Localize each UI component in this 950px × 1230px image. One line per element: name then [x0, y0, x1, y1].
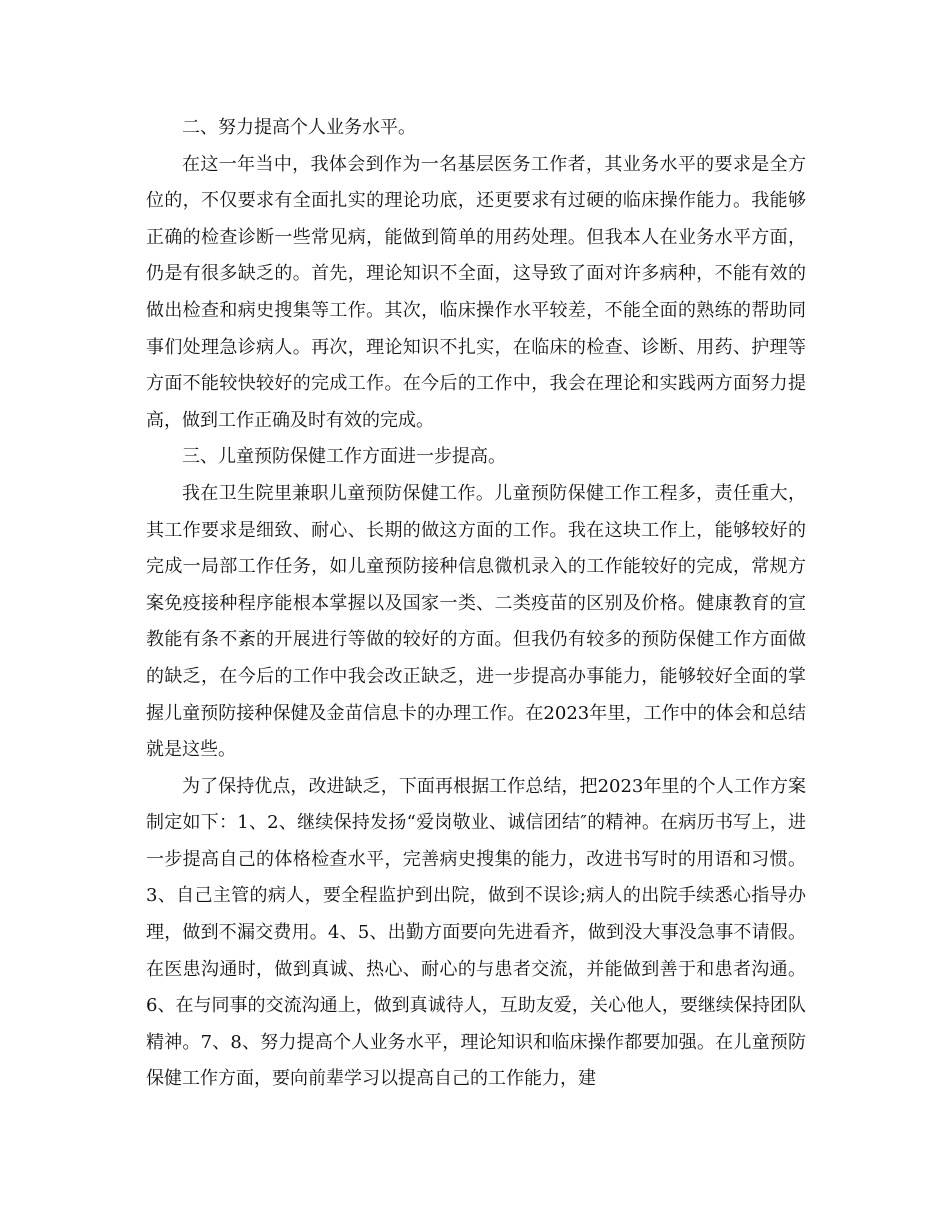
paragraph-business-level: 在这一年当中，我体会到作为一名基层医务工作者，其业务水平的要求是全方位的，不仅要求有全面扎实的理论功底，还更要求有过硬的临床操作能力。我能够正确的检查诊断一些常见病，能做到简单的用药处理。但我本人在业务水平方面，仍是有很多缺乏的。首先，理论知识不全面，这导致了面对许多病种，不能有效的做出检查和病史搜集等工作。其次，临床操作水平较差，不能全面的熟练的帮助同事们处理急诊病人。再次，理论知识不扎实，在临床的检查、诊断、用药、护理等方面不能较快较好的完成工作。在今后的工作中，我会在理论和实践两方面努力提高，做到工作正确及时有效的完成。	[146, 153, 806, 431]
document-body	[146, 110, 806, 1098]
section-heading-3: 三、儿童预防保健工作方面进一步提高。	[182, 446, 506, 468]
paragraph-child-health: 我在卫生院里兼职儿童预防保健工作。儿童预防保健工作工程多，责任重大，其工作要求是细致、耐心、长期的做这方面的工作。我在这块工作上，能够较好的完成一局部工作任务，如儿童预防接种信息微机录入的工作能较好的完成，常规方案免疫接种程序能根本掌握以及国家一类、二类疫苗的区别及价格。健康教育的宣教能有条不紊的开展进行等做的较好的方面。但我仍有较多的预防保健工作方面做的缺乏，在今后的工作中我会改正缺乏，进一步提高办事能力，能够较好全面的掌握儿童预防接种保健及金苗信息卡的办理工作。在2023年里，工作中的体会和总结就是这些。	[146, 482, 806, 761]
paragraph-work-plan: 为了保持优点，改进缺乏，下面再根据工作总结，把2023年里的个人工作方案制定如下：1、2、继续保持发扬“爱岗敬业、诚信团结″的精神。在病历书写上，进一步提高自己的体格检查水平，完善病史搜集的能力，改进书写时的用语和习惯。3、自己主管的病人，要全程监护到出院，做到不误诊;病人的出院手续悉心指导办理，做到不漏交费用。4、5、出勤方面要向先进看齐，做到没大事没急事不请假。在医患沟通时，做到真诚、热心、耐心的与患者交流，并能做到善于和患者沟通。6、在与同事的交流沟通上，做到真诚待人，互助友爱，关心他人，要继续保持团队精神。7、8、努力提高个人业务水平，理论知识和临床操作都要加强。在儿童预防保健工作方面，要向前辈学习以提高自己的工作能力，建	[146, 775, 806, 1090]
section-heading-2: 二、努力提高个人业务水平。	[182, 117, 416, 138]
